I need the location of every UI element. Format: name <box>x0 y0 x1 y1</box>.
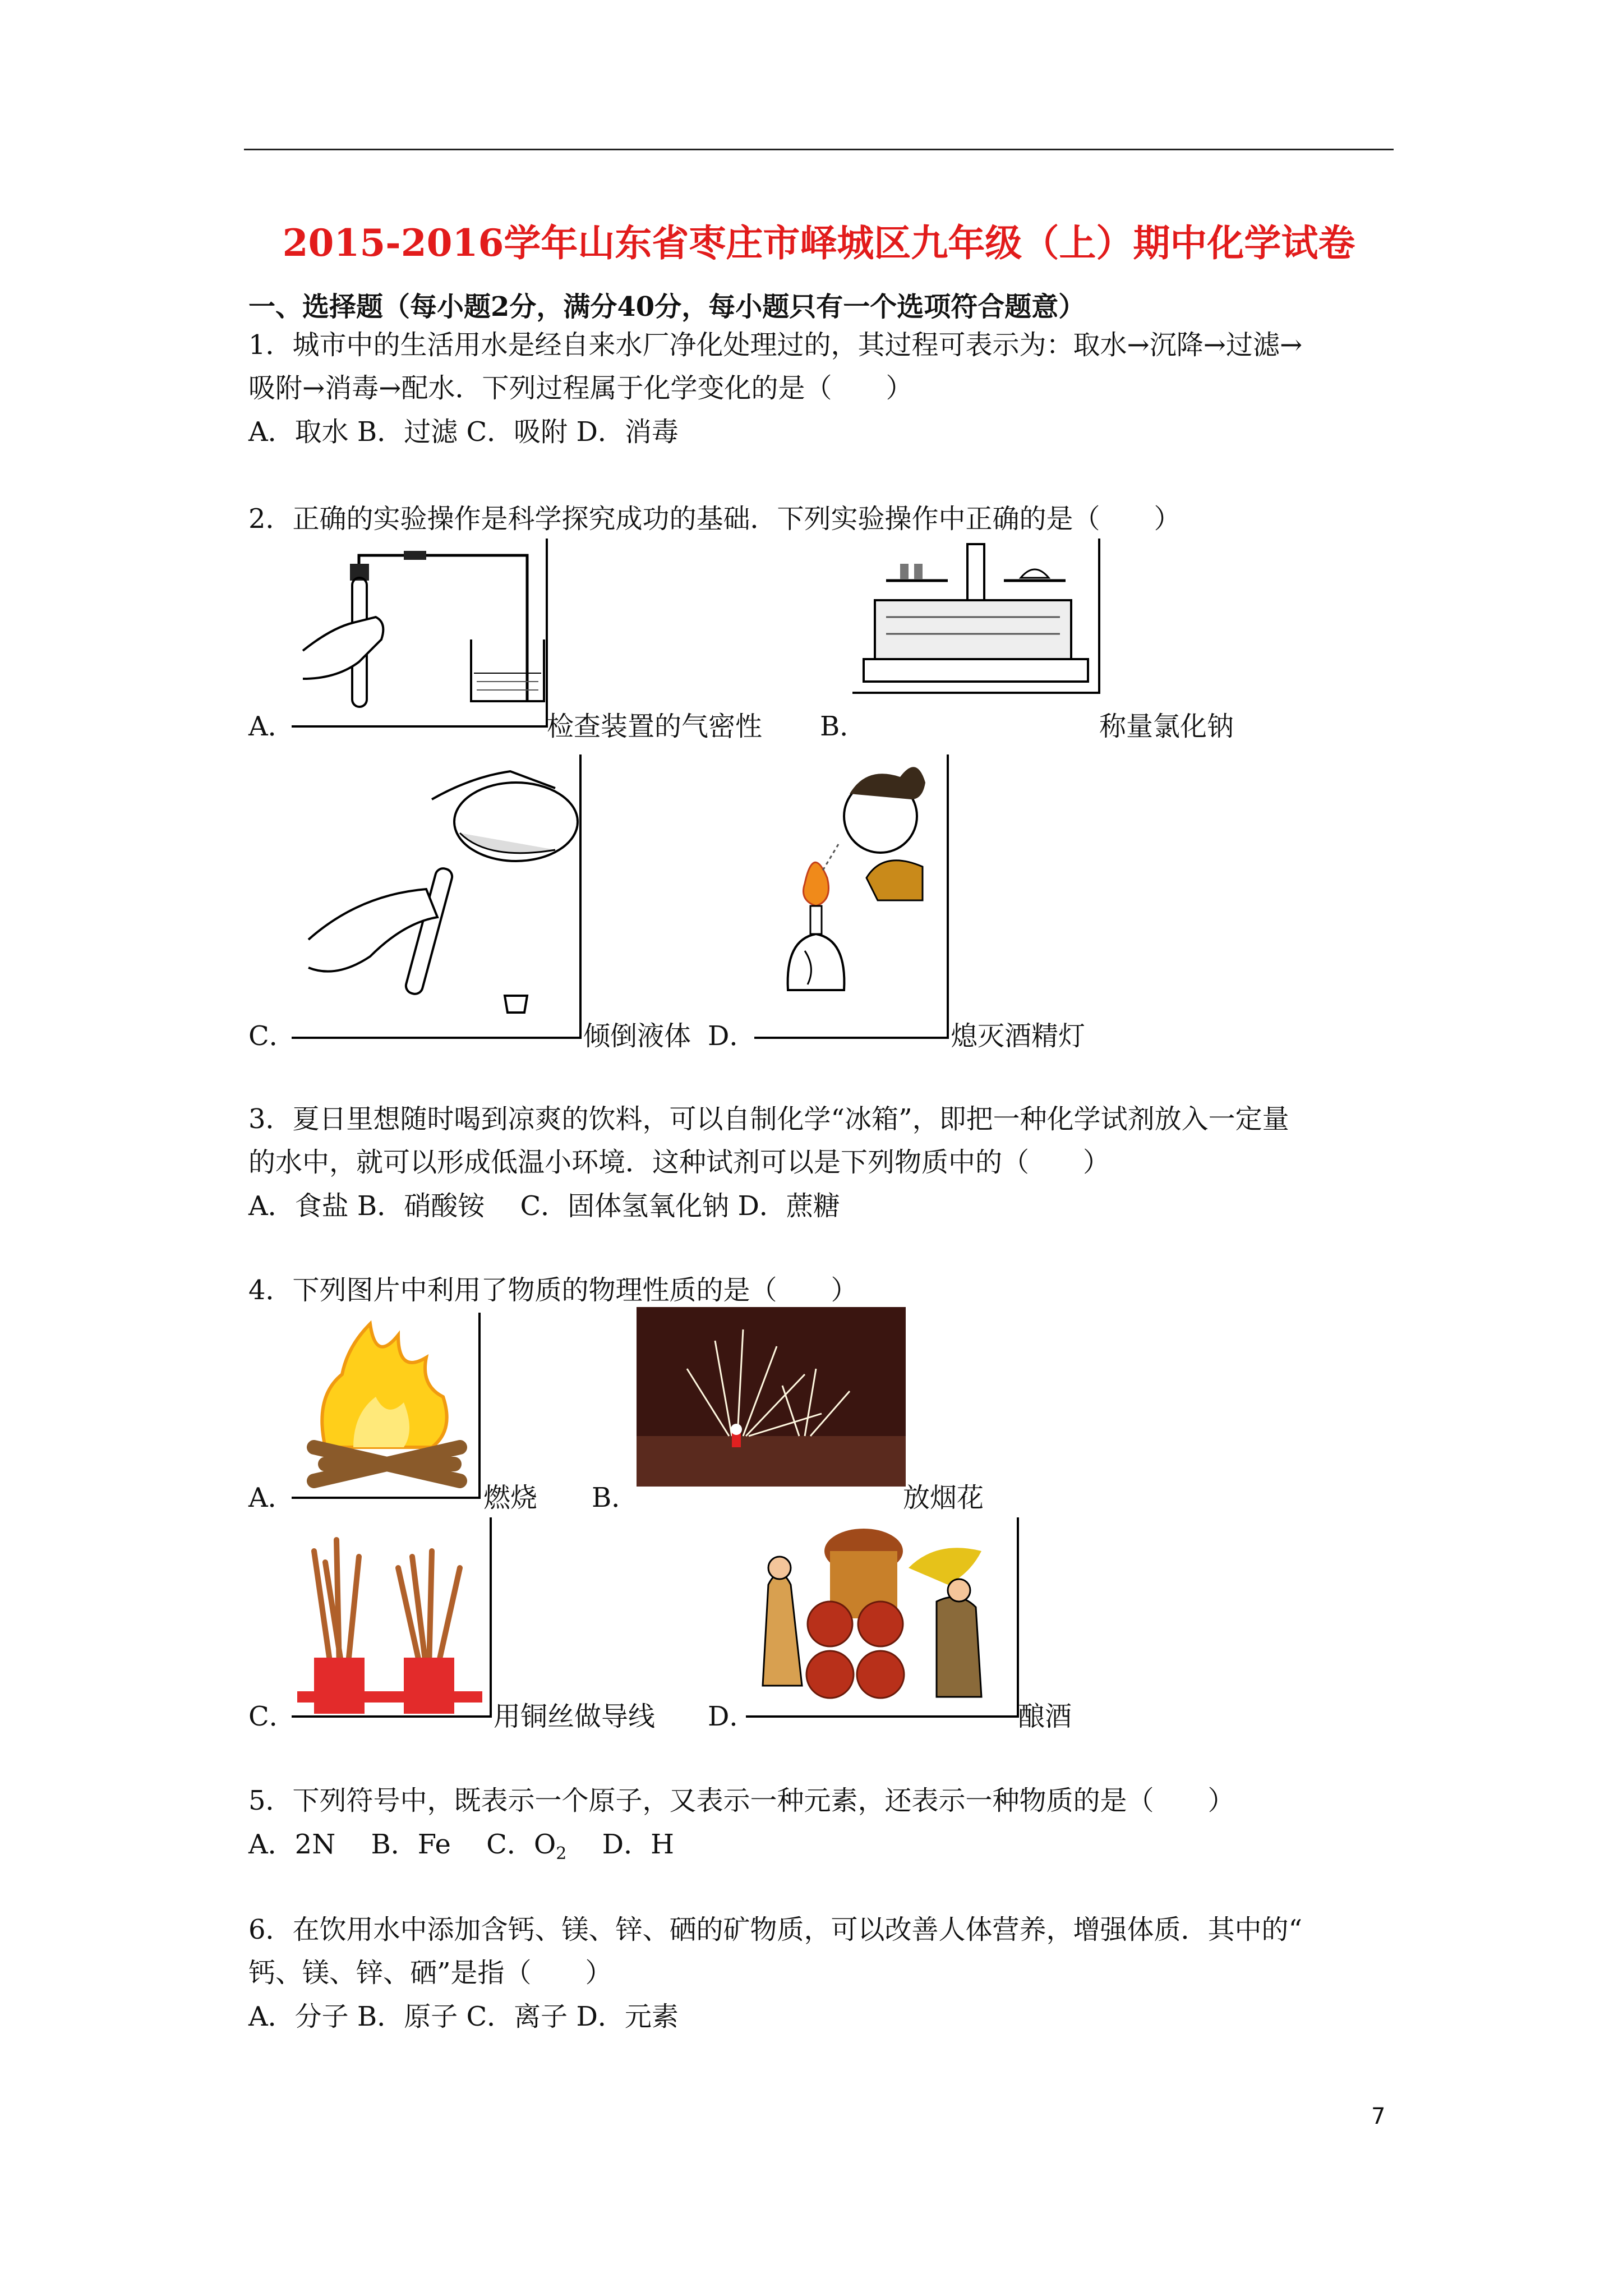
q5-option-b: B．Fe <box>371 1829 451 1860</box>
q4-option-b-letter: B． <box>592 1482 639 1513</box>
pouring-liquid-figure <box>292 754 583 1046</box>
q4-option-c-caption: 用铜丝做导线 <box>494 1701 656 1732</box>
q1-stem-line1: 1．城市中的生活用水是经自来水厂净化处理过的，其过程可表示为：取水→沉降→过滤→ <box>248 329 1303 361</box>
q6-stem-line1: 6．在饮用水中添加含钙、镁、锌、硒的矿物质，可以改善人体营养，增强体质．其中的“ <box>248 1914 1303 1945</box>
q4-stem: 4．下列图片中利用了物质的物理性质的是（ ） <box>248 1274 858 1306</box>
q5-option-c-subscript: 2 <box>556 1844 567 1864</box>
burning-fire-figure <box>292 1313 482 1503</box>
q5-option-d: D．H <box>602 1829 674 1860</box>
q1-options: A．取水 B．过滤 C．吸附 D．消毒 <box>248 416 679 448</box>
wine-brewing-figure <box>746 1517 1021 1719</box>
q4-option-a-caption: 燃烧 <box>483 1482 538 1513</box>
q2-option-a-letter: A． <box>248 711 295 742</box>
q4-option-c-letter: C． <box>248 1701 296 1732</box>
q5-stem: 5．下列符号中，既表示一个原子，又表示一种元素，还表示一种物质的是（ ） <box>248 1785 1235 1816</box>
q2-option-b-caption: 称量氯化钠 <box>1099 711 1234 742</box>
q2-option-a-caption: 检查装置的气密性 <box>547 711 763 742</box>
q2-option-c-caption: 倾倒液体 <box>583 1020 691 1052</box>
q5-option-c: C．$O_2$ <box>486 1829 567 1864</box>
q2-option-c-letter: C． <box>248 1020 296 1052</box>
q1-stem-line2: 吸附→消毒→配水．下列过程属于化学变化的是（ ） <box>248 372 913 404</box>
balance-scale-figure <box>852 539 1102 696</box>
copper-wire-figure <box>292 1517 494 1719</box>
q4-option-d-letter: D． <box>708 1701 757 1732</box>
q5-options <box>248 1828 674 1871</box>
section-heading: 一、选择题（每小题2分，满分40分，每小题只有一个选项符合题意） <box>248 291 1086 323</box>
q2-option-d-caption: 熄灭酒精灯 <box>951 1020 1086 1052</box>
alcohol-lamp-figure <box>754 754 951 1046</box>
q2-option-b-letter: B． <box>820 711 867 742</box>
q4-option-b-caption: 放烟花 <box>903 1482 984 1513</box>
exam-title: 2015-2016学年山东省枣庄市峄城区九年级（上）期中化学试卷 <box>282 221 1355 265</box>
q5-option-a: A．2N <box>248 1829 336 1860</box>
q4-option-a-letter: A． <box>248 1482 295 1513</box>
airtightness-check-figure <box>292 539 550 732</box>
q6-stem-line2: 钙、镁、锌、硒”是指（ ） <box>248 1957 612 1989</box>
q2-stem: 2．正确的实验操作是科学探究成功的基础．下列实验操作中正确的是（ ） <box>248 503 1181 535</box>
q3-options: A．食盐 B．硝酸铵 C．固体氢氧化钠 D．蔗糖 <box>248 1190 840 1222</box>
q4-option-d-caption: 酿酒 <box>1018 1701 1072 1732</box>
q6-options: A．分子 B．原子 C．离子 D．元素 <box>248 2001 679 2032</box>
header-rule <box>244 149 1394 150</box>
q2-option-d-letter: D． <box>708 1020 757 1052</box>
q3-stem-line1: 3．夏日里想随时喝到凉爽的饮料，可以自制化学“冰箱”，即把一种化学试剂放入一定量 <box>248 1103 1289 1135</box>
q3-stem-line2: 的水中，就可以形成低温小环境．这种试剂可以是下列物质中的（ ） <box>248 1147 1110 1178</box>
fireworks-photo <box>637 1307 906 1487</box>
page-number: 7 <box>1371 2104 1386 2129</box>
